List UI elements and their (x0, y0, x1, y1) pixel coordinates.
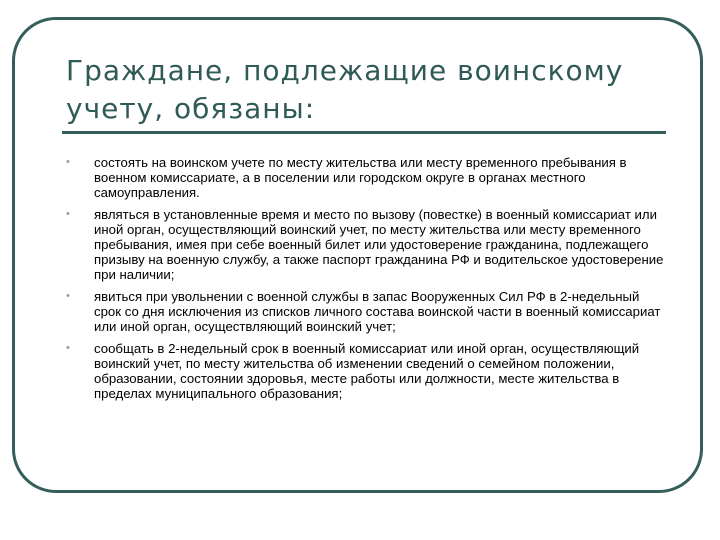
bullet-dot-icon: • (66, 208, 70, 220)
bullet-dot-icon: • (66, 290, 70, 302)
bullet-text: являться в установленные время и место по вызову (повестке) в военный комиссариат или иной орган, осуществляющий воинский учет, по месту жительства или месту временного пребывания, имея при себе военный билет или удостоверение гражданина, подлежащего призыву на военную службу, а также паспорт гражданина РФ и водительское удостоверение при наличии; (94, 207, 664, 282)
title-underline (62, 131, 666, 134)
bullet-item-appear-on-summons (66, 207, 666, 282)
bullet-item-report-changes (66, 341, 666, 401)
bullet-item-register (66, 155, 666, 200)
bullet-item-appear-on-discharge (66, 289, 666, 334)
bullet-list (66, 155, 666, 408)
bullet-text: состоять на воинском учете по месту жительства или месту временного пребывания в военном комиссариате, а в поселении или городском округе в органах местного самоуправления. (94, 155, 627, 200)
bullet-dot-icon: • (66, 342, 70, 354)
slide-title: Граждане, подлежащие воинскому учету, обязаны: (66, 54, 624, 125)
bullet-dot-icon: • (66, 156, 70, 168)
bullet-text: явиться при увольнении с военной службы в запас Вооруженных Сил РФ в 2-недельный срок со дня исключения из списков личного состава воинской части в военный комиссариат или иной орган, осуществляющий воинский учет; (94, 289, 661, 334)
bullet-text: сообщать в 2-недельный срок в военный комиссариат или иной орган, осуществляющий воинский учет, по месту жительства об изменении сведений о семейном положении, образовании, состоянии здоровья, месте работы или должности, месте жительства в пределах муниципального образования; (94, 341, 640, 401)
